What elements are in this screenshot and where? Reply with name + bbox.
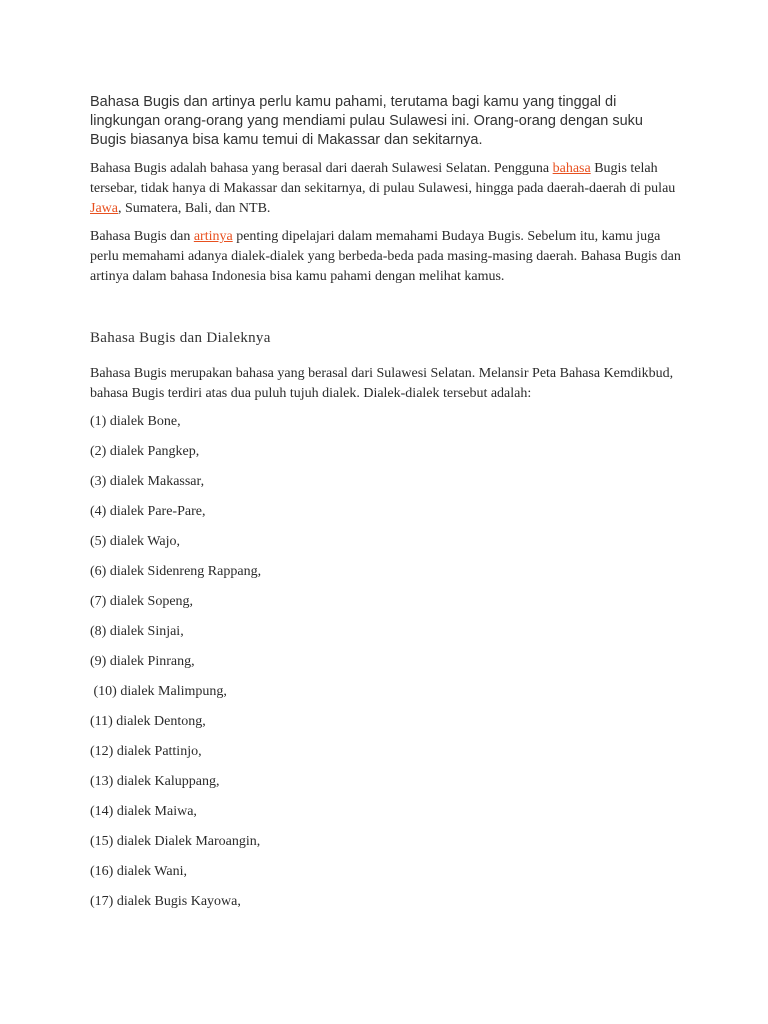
link-artinya[interactable]: artinya: [193, 229, 233, 244]
dialect-item: (2) dialek Pangkep,: [90, 444, 200, 459]
dialect-item: (7) dialek Sopeng,: [90, 594, 194, 609]
dialect-item: (5) dialek Wajo,: [90, 534, 180, 549]
dialect-item: (15) dialek Dialek Maroangin,: [90, 834, 261, 849]
link-jawa[interactable]: Jawa: [90, 201, 118, 216]
dialect-item: (4) dialek Pare-Pare,: [90, 504, 206, 519]
dialect-item: (13) dialek Kaluppang,: [90, 774, 220, 789]
dialect-item: (11) dialek Dentong,: [90, 714, 206, 729]
text-segment: Bugis telah tersebar, tidak hanya di Makassar dan sekitarnya, di pulau Sulawesi, hingga pada daerah-daerah di pulau: [90, 161, 676, 196]
paragraph-origin: [90, 159, 690, 219]
paragraph-dialects-intro: Bahasa Bugis merupakan bahasa yang berasal dari Sulawesi Selatan. Melansir Peta Bahasa Kemdikbud, bahasa Bugis terdiri atas dua puluh tujuh dialek. Dialek-dialek tersebut adalah:: [90, 366, 674, 401]
dialect-item: (12) dialek Pattinjo,: [90, 744, 202, 759]
dialect-item: (17) dialek Bugis Kayowa,: [90, 894, 241, 909]
dialect-item: (6) dialek Sidenreng Rappang,: [90, 564, 262, 579]
dialect-item: (8) dialek Sinjai,: [90, 624, 184, 639]
dialect-item: (10) dialek Malimpung,: [90, 684, 227, 699]
text-segment: Bahasa Bugis dan: [90, 229, 194, 244]
link-bahasa[interactable]: bahasa: [552, 161, 591, 176]
text-segment: , Sumatera, Bali, dan NTB.: [118, 201, 271, 216]
text-segment: penting dipelajari dalam memahami Budaya Bugis. Sebelum itu, kamu juga perlu memahami adanya dialek-dialek yang berbeda-beda pada masing-masing daerah. Bahasa Bugis dan artinya dalam bahasa Indonesia bisa kamu pahami dengan melihat kamus.: [90, 229, 681, 284]
dialect-item: (16) dialek Wani,: [90, 864, 187, 879]
dialect-item: (1) dialek Bone,: [90, 414, 181, 429]
paragraph-importance: [90, 227, 690, 287]
intro-paragraph: Bahasa Bugis dan artinya perlu kamu pahami, terutama bagi kamu yang tinggal di lingkungan orang-orang yang mendiami pulau Sulawesi ini. Orang-orang dengan suku Bugis biasanya bisa kamu temui di Makassar dan sekitarnya.: [90, 94, 643, 148]
dialect-item: (9) dialek Pinrang,: [90, 654, 195, 669]
dialect-item: (3) dialek Makassar,: [90, 474, 205, 489]
text-segment: Bahasa Bugis adalah bahasa yang berasal dari daerah Sulawesi Selatan. Pengguna: [90, 161, 553, 176]
section-heading: Bahasa Bugis dan Dialeknya: [90, 330, 271, 346]
dialect-item: (14) dialek Maiwa,: [90, 804, 197, 819]
dialect-list: [90, 412, 261, 922]
